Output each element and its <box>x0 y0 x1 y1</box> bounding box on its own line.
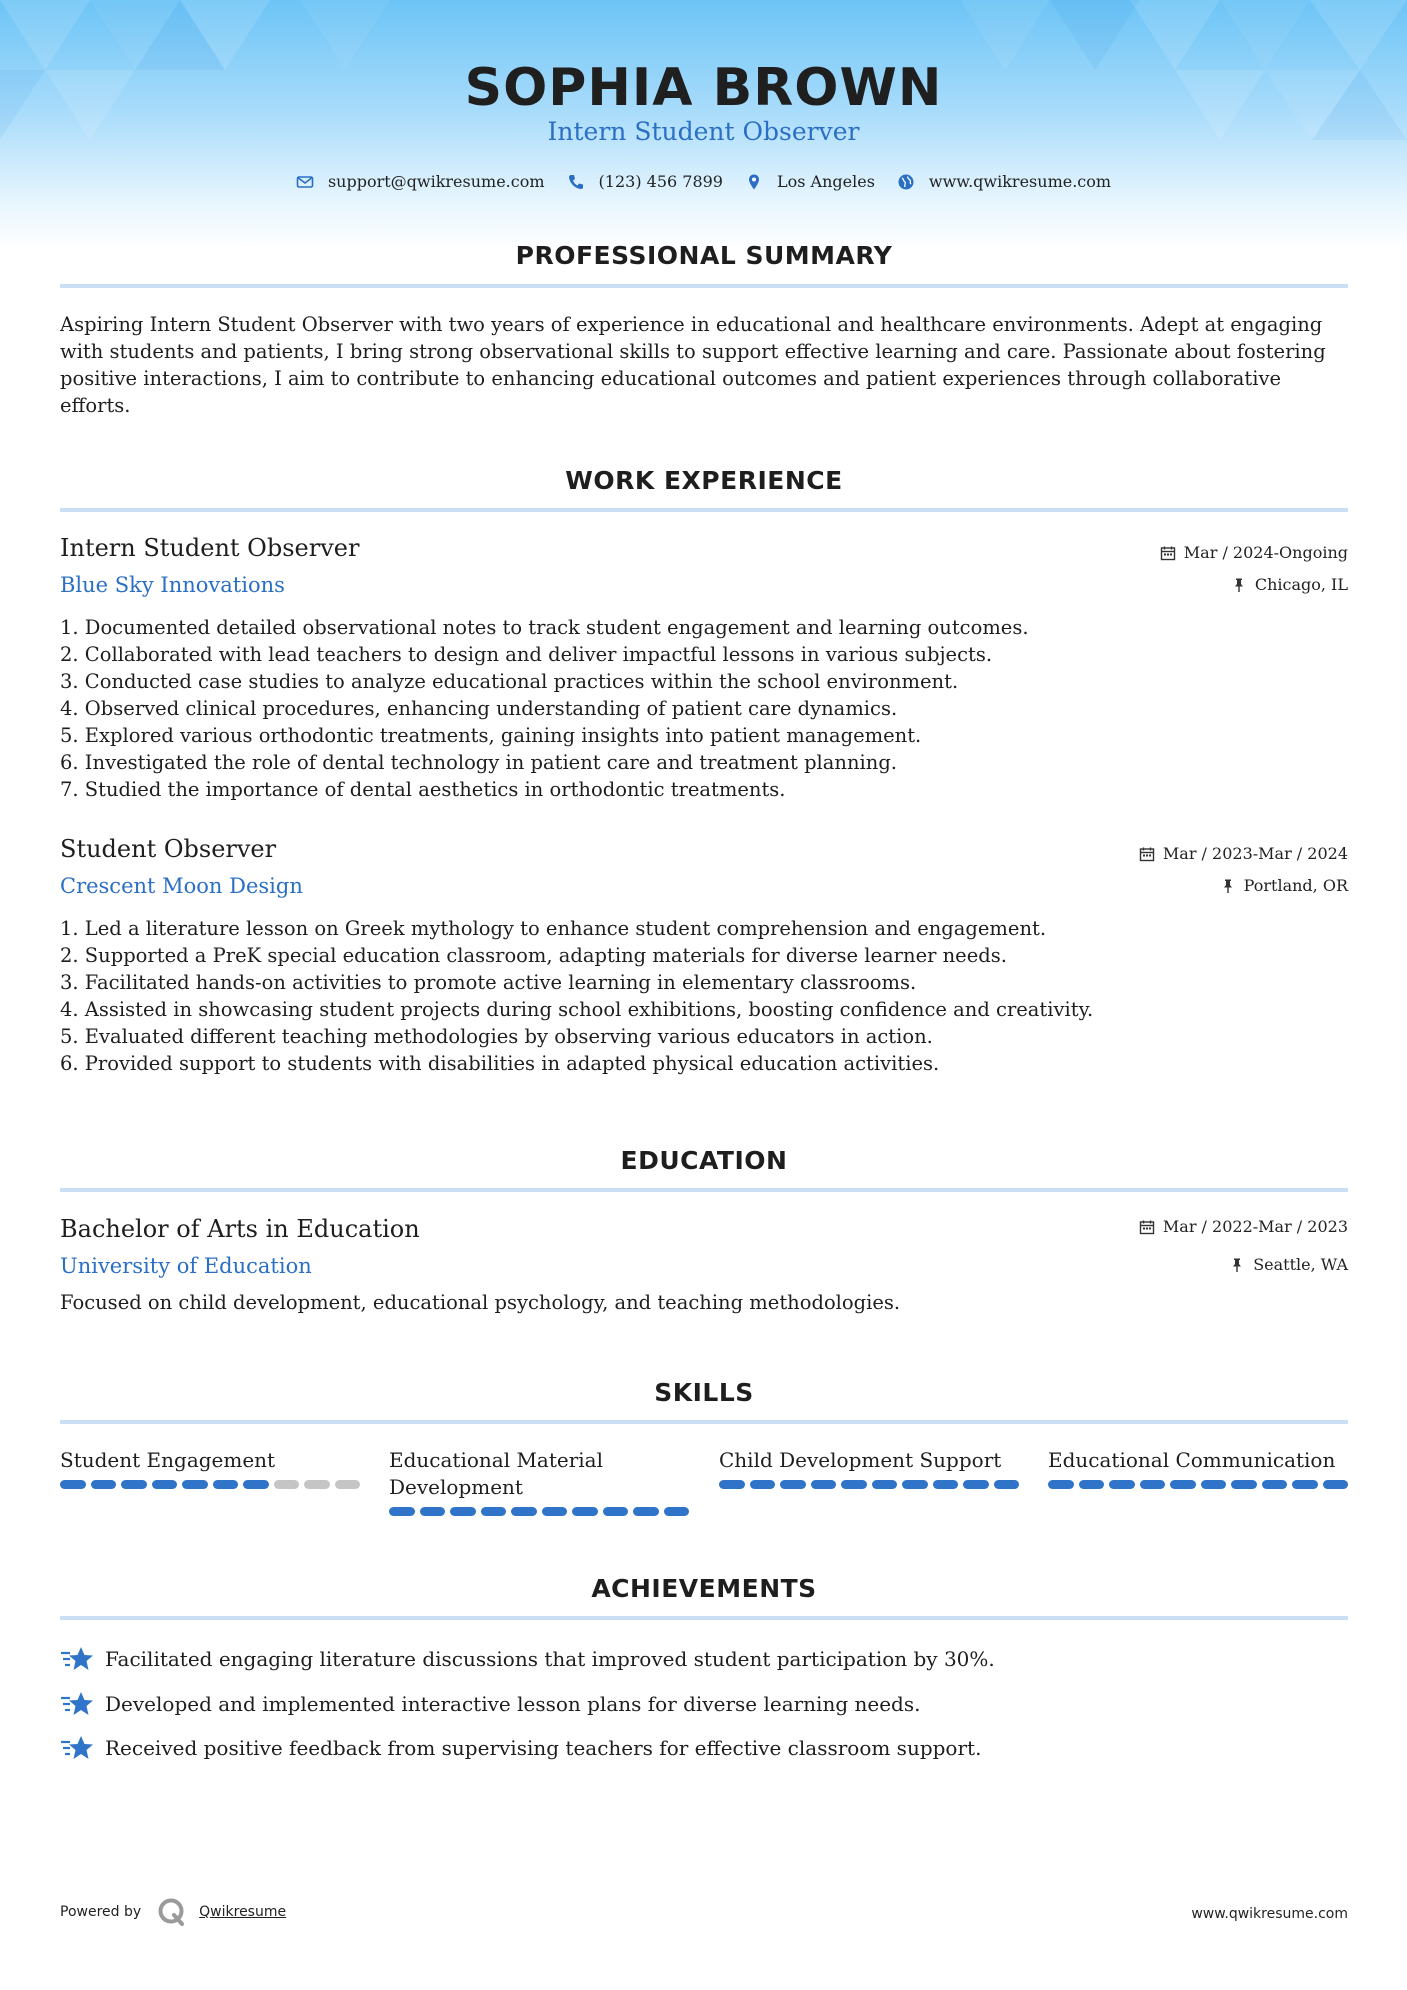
skill-name: Student Engagement <box>60 1448 276 1472</box>
phone-icon <box>567 173 585 191</box>
skill-segment-filled <box>182 1480 208 1489</box>
skill-item <box>719 1447 1019 1489</box>
skill-segment-filled <box>780 1480 806 1489</box>
skill-segment-filled <box>1323 1480 1349 1489</box>
list-item: 6. Investigated the role of dental technology in patient care and treatment planning. <box>60 751 898 774</box>
skills-heading: SKILLS <box>654 1378 754 1407</box>
achievement-item <box>60 1689 920 1719</box>
list-item: 1. Led a literature lesson on Greek mythology to enhance student comprehension and engagement. <box>60 917 1047 940</box>
skill-segment-filled <box>450 1507 476 1516</box>
experience-divider <box>60 508 1348 512</box>
skill-segment-filled <box>1262 1480 1288 1489</box>
skill-segment-filled <box>511 1507 537 1516</box>
job-title: Student Observer <box>60 835 277 863</box>
achievement-text: Facilitated engaging literature discussions that improved student participation by 30%. <box>105 1647 995 1671</box>
phone-text: (123) 456 7899 <box>598 172 723 191</box>
list-item: 6. Provided support to students with disabilities in adapted physical education activities. <box>60 1052 940 1075</box>
skill-name: Educational Communication <box>1048 1448 1336 1472</box>
email-text: support@qwikresume.com <box>327 172 545 191</box>
skill-level-bar <box>1048 1480 1348 1489</box>
list-item: 2. Collaborated with lead teachers to design and deliver impactful lessons in various subjects. <box>60 643 993 666</box>
pin-icon <box>1231 577 1247 593</box>
job-company: Crescent Moon Design <box>60 874 303 898</box>
summary-divider <box>60 284 1348 288</box>
list-item: 3. Conducted case studies to analyze educational practices within the school environment. <box>60 670 959 693</box>
list-item: 5. Explored various orthodontic treatments, gaining insights into patient management. <box>60 724 922 747</box>
candidate-name: SOPHIA BROWN <box>464 58 943 118</box>
skills-divider <box>60 1420 1348 1424</box>
contact-location <box>745 172 875 191</box>
skill-segment-filled <box>933 1480 959 1489</box>
skill-item <box>389 1447 689 1516</box>
job-dates-text: Mar / 2024-Ongoing <box>1183 543 1348 562</box>
calendar-icon <box>1139 1219 1155 1235</box>
job-bullets <box>60 614 1350 803</box>
contact-bar <box>0 172 1407 191</box>
skill-segment-filled <box>719 1480 745 1489</box>
skill-level-bar <box>719 1480 1019 1489</box>
skill-segment-filled <box>1079 1480 1105 1489</box>
star-icon <box>60 1644 94 1674</box>
calendar-icon <box>1139 846 1155 862</box>
achievement-item <box>60 1733 981 1763</box>
list-item: 3. Facilitated hands-on activities to promote active learning in elementary classrooms. <box>60 971 917 994</box>
candidate-role: Intern Student Observer <box>547 117 860 146</box>
job-location-text: Chicago, IL <box>1254 575 1348 594</box>
achievements-heading: ACHIEVEMENTS <box>591 1574 817 1603</box>
education-divider <box>60 1188 1348 1192</box>
achievement-item <box>60 1644 995 1674</box>
powered-by-text: Powered by <box>60 1904 142 1920</box>
skill-segment-filled <box>542 1507 568 1516</box>
achievement-text: Received positive feedback from supervising teachers for effective classroom support. <box>105 1736 982 1760</box>
skill-segment-filled <box>389 1507 415 1516</box>
degree-title: Bachelor of Arts in Education <box>60 1215 420 1243</box>
skill-item <box>60 1447 360 1489</box>
list-item: 4. Observed clinical procedures, enhancing understanding of patient care dynamics. <box>60 697 898 720</box>
skill-name: Educational Material Development <box>389 1448 603 1499</box>
skill-segment-filled <box>213 1480 239 1489</box>
skill-segment-filled <box>664 1507 690 1516</box>
skill-segment-filled <box>1048 1480 1074 1489</box>
list-item: 4. Assisted in showcasing student projects during school exhibitions, boosting confidence and creativity. <box>60 998 1094 1021</box>
contact-email[interactable] <box>296 172 545 191</box>
website-text: www.qwikresume.com <box>928 172 1112 191</box>
summary-heading: PROFESSIONAL SUMMARY <box>515 241 893 270</box>
skill-name: Child Development Support <box>719 1448 1002 1472</box>
contact-website[interactable] <box>897 172 1111 191</box>
skill-segment-filled <box>902 1480 928 1489</box>
skill-segment-filled <box>750 1480 776 1489</box>
star-icon <box>60 1733 94 1763</box>
list-item: 7. Studied the importance of dental aesthetics in orthodontic treatments. <box>60 778 786 801</box>
footer-website[interactable]: www.qwikresume.com <box>1191 1906 1348 1922</box>
skill-segment-filled <box>994 1480 1020 1489</box>
skill-segment-filled <box>243 1480 269 1489</box>
summary-text: Aspiring Intern Student Observer with two years of experience in educational and healthcare environments. Adept at engaging with students and patients, I bring strong observational skills to support effective learning and care. Passionate about fostering positive interactions, I aim to contribute to enhancing educational outcomes and patient experiences through collaborative efforts. <box>60 313 1326 417</box>
education-dates-text: Mar / 2022-Mar / 2023 <box>1162 1217 1348 1236</box>
job-bullets <box>60 915 1350 1077</box>
achievement-text: Developed and implemented interactive lesson plans for diverse learning needs. <box>105 1692 921 1716</box>
skill-segment-empty <box>304 1480 330 1489</box>
qwikresume-logo-icon[interactable] <box>157 1897 187 1927</box>
skill-segment-filled <box>1170 1480 1196 1489</box>
skill-segment-filled <box>1292 1480 1318 1489</box>
education-description: Focused on child development, educational psychology, and teaching methodologies. <box>60 1291 901 1314</box>
job-dates <box>1139 844 1348 863</box>
skill-segment-filled <box>121 1480 147 1489</box>
pin-icon <box>1220 878 1236 894</box>
skill-segment-filled <box>811 1480 837 1489</box>
skill-segment-filled <box>1109 1480 1135 1489</box>
pin-icon <box>1229 1257 1245 1273</box>
education-location-text: Seattle, WA <box>1253 1255 1348 1274</box>
skill-segment-filled <box>963 1480 989 1489</box>
skill-segment-empty <box>274 1480 300 1489</box>
globe-icon <box>897 173 915 191</box>
skill-segment-filled <box>481 1507 507 1516</box>
skill-item <box>1048 1447 1348 1489</box>
job-dates-text: Mar / 2023-Mar / 2024 <box>1162 844 1348 863</box>
star-icon <box>60 1689 94 1719</box>
list-item: 5. Evaluated different teaching methodologies by observing various educators in action. <box>60 1025 933 1048</box>
location-text: Los Angeles <box>776 172 875 191</box>
skill-segment-filled <box>1201 1480 1227 1489</box>
skill-segment-filled <box>1231 1480 1257 1489</box>
education-heading: EDUCATION <box>620 1146 788 1175</box>
list-item: 1. Documented detailed observational notes to track student engagement and learning outcomes. <box>60 616 1029 639</box>
skill-segment-filled <box>420 1507 446 1516</box>
skill-segment-filled <box>60 1480 86 1489</box>
education-location <box>1229 1255 1348 1274</box>
experience-heading: WORK EXPERIENCE <box>565 466 843 495</box>
school-name: University of Education <box>60 1254 312 1278</box>
job-location-text: Portland, OR <box>1243 876 1348 895</box>
calendar-icon <box>1160 545 1176 561</box>
envelope-icon <box>296 173 314 191</box>
job-location <box>1231 575 1348 594</box>
qwikresume-link[interactable]: Qwikresume <box>199 1904 287 1920</box>
skill-segment-filled <box>872 1480 898 1489</box>
contact-phone[interactable] <box>567 172 723 191</box>
job-location <box>1220 876 1348 895</box>
job-company: Blue Sky Innovations <box>60 573 285 597</box>
skill-level-bar <box>60 1480 360 1489</box>
job-dates <box>1160 543 1348 562</box>
footer-branding <box>60 1897 286 1927</box>
list-item: 2. Supported a PreK special education classroom, adapting materials for diverse learner needs. <box>60 944 1007 967</box>
achievements-divider <box>60 1616 1348 1620</box>
job-title: Intern Student Observer <box>60 534 360 562</box>
skill-segment-filled <box>91 1480 117 1489</box>
skill-segment-filled <box>841 1480 867 1489</box>
map-marker-icon <box>745 173 763 191</box>
skill-segment-filled <box>633 1507 659 1516</box>
skill-segment-filled <box>1140 1480 1166 1489</box>
skill-segment-empty <box>335 1480 361 1489</box>
education-dates <box>1139 1217 1348 1236</box>
skill-segment-filled <box>152 1480 178 1489</box>
skill-segment-filled <box>603 1507 629 1516</box>
skill-level-bar <box>389 1507 689 1516</box>
skill-segment-filled <box>572 1507 598 1516</box>
